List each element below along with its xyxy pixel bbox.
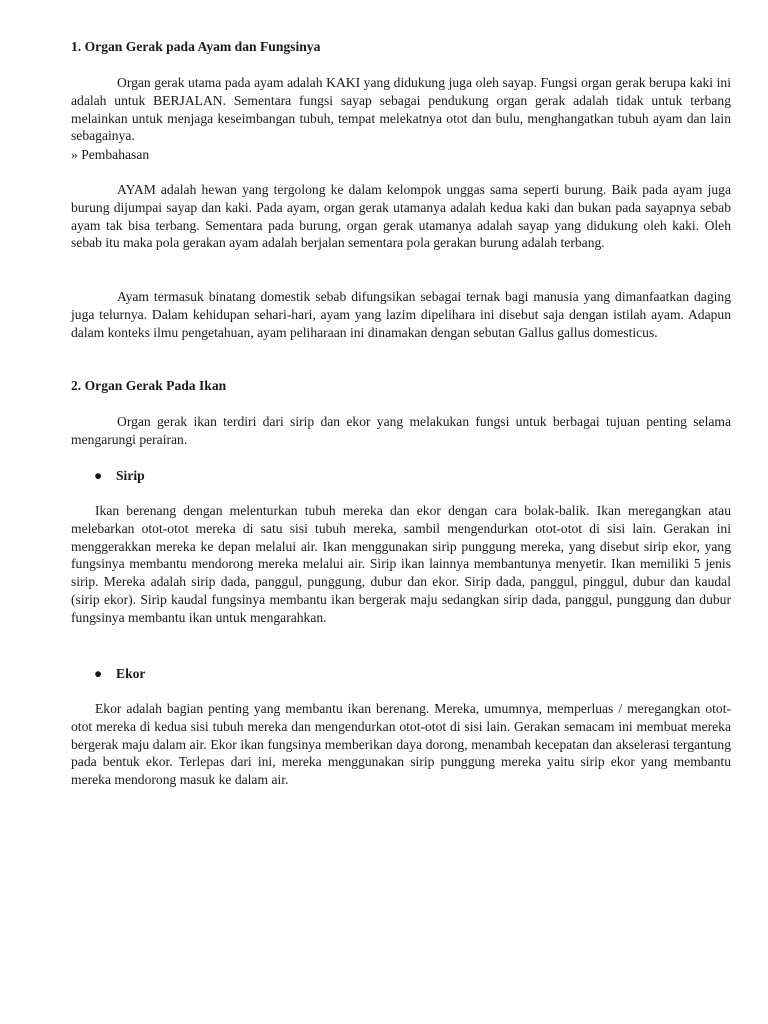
section2-heading: 2. Organ Gerak Pada Ikan	[71, 378, 227, 393]
section2-paragraph-1: Organ gerak ikan terdiri dari sirip dan ekor yang melakukan fungsi untuk berbagai tujuan penting selama mengarungi perairan.	[71, 414, 731, 447]
section1-heading: 1. Organ Gerak pada Ayam dan Fungsinya	[71, 39, 321, 54]
ekor-paragraph: Ekor adalah bagian penting yang membantu ikan berenang. Mereka, umumnya, memperluas / meregangkan otot-otot mereka di kedua sisi tubuh mereka dan mengendurkan otot-otot di sisi lain. Gerakan semacam ini membuat mereka bergerak maju dalam air. Ekor ikan fungsinya memberikan daya dorong, menambah kecepatan dan akselerasi tergantung pada bentuk ekor. Terlepas dari ini, mereka menggunakan sirip punggung mereka yaitu sirip ekor yang membantu mereka mendorong masuk ke dalam air.	[71, 701, 731, 788]
ekor-bullet-item	[94, 665, 145, 683]
sirip-paragraph: Ikan berenang dengan melenturkan tubuh mereka dan ekor dengan cara bolak-balik. Ikan meregangkan atau melebarkan otot-otot mereka di satu sisi tubuh mereka, sambil mengendurkan otot-otot di sisi lain. Gerakan ini menggerakkan mereka ke depan melalui air. Ikan menggunakan sirip punggung mereka, yang disebut sirip ekor, yang fungsinya membantu mendorong mereka melalui air. Sirip ikan lainnya membantunya menyetir. Ikan memiliki 5 jenis sirip. Mereka adalah sirip dada, panggul, punggung, dubur dan ekor. Sirip dada, panggul, pinggul, dubur dan kaudal (sirip ekor). Sirip kaudal fungsinya membantu ikan bergerak maju sedangkan sirip dada, panggul, punggung dan dubur fungsinya membantu ikan untuk mengarahkan.	[71, 503, 731, 625]
ekor-heading: Ekor	[116, 666, 146, 681]
bullet-icon: ●	[94, 468, 103, 483]
sirip-heading: Sirip	[116, 468, 145, 483]
section1-paragraph-3: Ayam termasuk binatang domestik sebab difungsikan sebagai ternak bagi manusia yang dimanfaatkan daging juga telurnya. Dalam kehidupan sehari-hari, ayam yang lazim dipelihara ini disebut saja dengan istilah ayam. Adapun dalam konteks ilmu pengetahuan, ayam peliharaan ini dinamakan dengan sebutan Gallus gallus domesticus.	[71, 289, 731, 340]
bullet-icon: ●	[94, 666, 103, 681]
section1-paragraph-2: AYAM adalah hewan yang tergolong ke dalam kelompok unggas sama seperti burung. Baik pada ayam juga burung dijumpai sayap dan kaki. Pada ayam, organ gerak utamanya adalah kedua kaki dan bukan pada sayapnya sebab ayam tak bisa terbang. Sementara pada burung, organ gerak utamanya adalah sayap yang didukung oleh kaki. Oleh sebab itu maka pola gerakan ayam adalah berjalan sementara pola gerakan burung adalah terbang.	[71, 182, 731, 251]
sirip-bullet-item	[94, 467, 145, 485]
pembahasan-label: » Pembahasan	[71, 147, 150, 162]
section1-paragraph-1: Organ gerak utama pada ayam adalah KAKI yang didukung juga oleh sayap. Fungsi organ gerak berupa kaki ini adalah untuk BERJALAN. Sementara fungsi sayap sebagai pendukung organ gerak adalah tidak untuk terbang melainkan untuk menjaga keseimbangan tubuh, tempat melekatnya otot dan bulu, menghangatkan tubuh ayam dan lain sebagainya.	[71, 75, 731, 144]
